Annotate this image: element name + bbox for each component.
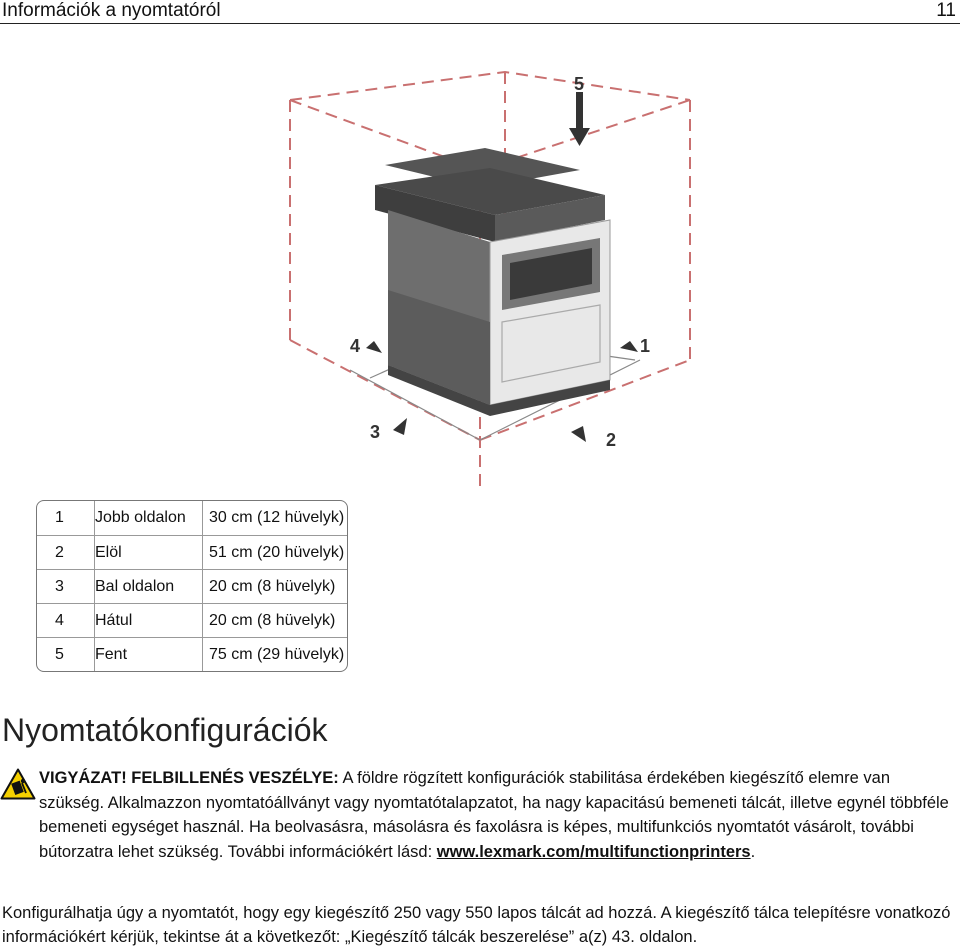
row-value: 20 cm (8 hüvelyk) xyxy=(203,603,347,637)
tipping-warning-icon xyxy=(0,768,36,800)
figure-label-4: 4 xyxy=(350,336,361,356)
caution-end: . xyxy=(750,842,756,861)
table-row xyxy=(37,603,347,637)
table-row xyxy=(37,535,347,569)
row-number: 5 xyxy=(37,637,95,671)
row-side: Jobb oldalon xyxy=(95,501,203,535)
row-number: 3 xyxy=(37,569,95,603)
figure-label-2: 2 xyxy=(606,430,617,450)
row-side: Bal oldalon xyxy=(95,569,203,603)
caution-label: VIGYÁZAT! FELBILLENÉS VESZÉLYE: xyxy=(39,769,339,787)
figure-label-3: 3 xyxy=(370,422,381,442)
row-number: 2 xyxy=(37,535,95,569)
config-paragraph: Konfigurálhatja úgy a nyomtatót, hogy egy kiegészítő 250 vagy 550 lapos tálcát ad hozzá. A kiegészítő tálca telepítésre vonatkozó információkért kérjük, tekintse át a következőt: „Kiegészítő tálcák beszerelése” a(z) 43. oldalon. xyxy=(2,904,951,946)
table-row xyxy=(37,637,347,671)
row-number: 4 xyxy=(37,603,95,637)
figure-label-5: 5 xyxy=(574,74,585,94)
clearance-table xyxy=(36,500,348,672)
figure-label-1: 1 xyxy=(640,336,651,356)
row-value: 30 cm (12 hüvelyk) xyxy=(209,509,345,526)
page-number: 11 xyxy=(936,0,956,21)
row-value: 75 cm (29 hüvelyk) xyxy=(203,637,347,671)
caution-notice xyxy=(39,766,957,864)
row-value: 51 cm (20 hüvelyk) xyxy=(203,535,347,569)
printer-clearance-figure xyxy=(270,60,710,500)
row-side: Fent xyxy=(95,637,203,671)
header-title: Információk a nyomtatóról xyxy=(2,0,221,21)
lexmark-mfp-link[interactable]: www.lexmark.com/multifunctionprinters xyxy=(436,842,751,861)
printer-clearance-diagram xyxy=(270,60,710,500)
table-row xyxy=(37,569,347,603)
table-row xyxy=(37,501,347,535)
row-value: 20 cm (8 hüvelyk) xyxy=(203,569,347,603)
row-side: Hátul xyxy=(95,603,203,637)
row-number: 1 xyxy=(37,501,95,535)
row-side: Elöl xyxy=(95,535,203,569)
page-header xyxy=(0,0,960,24)
section-title: Nyomtatókonfigurációk xyxy=(2,712,328,748)
caution-text: A földre rögzített konfigurációk stabilitása érdekében kiegészítő elemre van szükség. Alkalmazzon nyomtatóállványt vagy nyomtatótalapzatot, ha nagy kapacitású bemeneti tálcát, illetve egynél többféle bemeneti egységet használ. Ha beolvasásra, másolásra és faxolásra is képes, multifunkciós nyomtatót vásárolt, további bútorzatra lehet szükség. További információkért lásd: xyxy=(39,769,949,861)
